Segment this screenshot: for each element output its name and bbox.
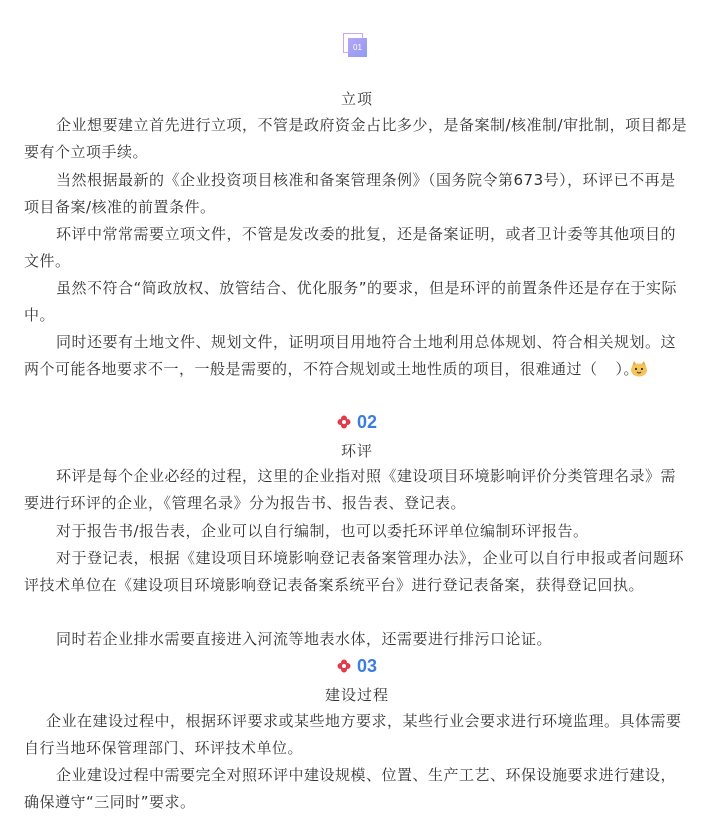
paragraph: 当然根据最新的《企业投资项目核准和备案管理条例》（国务院令第673号），环评已不再是项目备案/核准的前置条件。: [24, 171, 676, 216]
section-number: 03: [356, 656, 378, 676]
section-heading-jianshe: 建设过程: [324, 686, 389, 704]
paragraph: 环评是每个企业必经的过程，这里的企业指对照《建设项目环境影响评价分类管理名录》需要进行环评的企业，《管理名录》分为报告书、报告表、登记表。: [24, 467, 677, 512]
cat-emoji-icon: [598, 359, 616, 375]
section-heading-lixiang: 立项: [340, 90, 373, 108]
paragraph: 对于登记表，根据《建设项目环境影响登记表备案管理办法》，企业可以自行申报或者问题环评技术单位在《建设项目环境影响登记表备案系统平台》进行登记表备案，获得登记回执。: [24, 549, 685, 594]
section-badge-01: [343, 33, 367, 57]
section-marker-03: [0, 655, 714, 677]
paragraph: 虽然不符合“简政放权、放管结合、优化服务”的要求，但是环评的前置条件还是存在于实际中。: [24, 279, 678, 324]
section-number: 02: [356, 412, 378, 432]
paragraph: 对于报告书/报告表，企业可以自行编制，也可以委托环评单位编制环评报告。: [56, 522, 589, 540]
badge-number: 01: [348, 38, 367, 57]
paragraph: 同时若企业排水需要直接进入河流等地表水体，还需要进行排污口论证。: [56, 630, 553, 648]
flower-icon: [337, 659, 351, 673]
paragraph-text: 同时还要有土地文件、规划文件，证明项目用地符合土地利用总体规划、符合相关规划。这两个可能各地要求不一，一般是需要的，不符合规划或土地性质的项目，很难通过（: [24, 333, 677, 378]
paragraph: 企业想要建立首先进行立项，不管是政府资金占比多少，是备案制/核准制/审批制，项目都是要有个立项手续。: [24, 116, 688, 161]
section-marker-02: [0, 411, 714, 433]
section-heading-huanping: 环评: [340, 442, 373, 460]
paragraph-with-emoji: [24, 329, 688, 383]
paragraph: 企业在建设过程中，根据环评要求或某些地方要求，某些行业会要求进行环境监理。具体需要自行当地环保管理部门、环评技术单位。: [24, 712, 682, 757]
flower-icon: [337, 415, 351, 429]
paragraph: 企业建设过程中需要完全对照环评中建设规模、位置、生产工艺、环保设施要求进行建设，确保遵守“三同时”要求。: [24, 766, 677, 811]
paragraph: 环评中常常需要立项文件，不管是发改委的批复，还是备案证明，或者卫计委等其他项目的文件。: [24, 225, 677, 270]
paragraph-text-end: ）。: [615, 360, 640, 378]
